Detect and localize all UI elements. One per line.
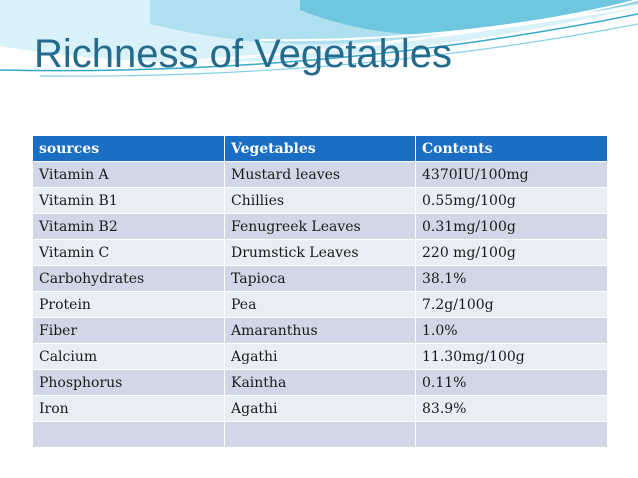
vegetable-cell	[225, 422, 416, 448]
vegetable-cell: Amaranthus	[225, 318, 416, 344]
table-row-empty	[33, 422, 608, 448]
vegetable-cell: Pea	[225, 292, 416, 318]
vegetable-cell: Kaintha	[225, 370, 416, 396]
table-row	[33, 266, 608, 292]
slide-title: Richness of Vegetables	[34, 32, 453, 76]
source-cell: Vitamin B2	[33, 214, 225, 240]
source-cell: Carbohydrates	[33, 266, 225, 292]
source-cell: Fiber	[33, 318, 225, 344]
source-cell: Vitamin A	[33, 162, 225, 188]
table-row	[33, 370, 608, 396]
table-row	[33, 396, 608, 422]
source-cell: Phosphorus	[33, 370, 225, 396]
table-row	[33, 188, 608, 214]
header-cell-contents: Contents	[416, 136, 608, 162]
vegetable-cell: Agathi	[225, 396, 416, 422]
vegetable-cell: Mustard leaves	[225, 162, 416, 188]
nutrition-table	[32, 135, 608, 448]
table-row	[33, 162, 608, 188]
vegetable-cell: Agathi	[225, 344, 416, 370]
source-cell: Protein	[33, 292, 225, 318]
table-header-row	[33, 136, 608, 162]
content-cell: 7.2g/100g	[416, 292, 608, 318]
content-cell: 38.1%	[416, 266, 608, 292]
table-row	[33, 292, 608, 318]
content-cell: 83.9%	[416, 396, 608, 422]
content-cell: 0.11%	[416, 370, 608, 396]
table-container	[32, 135, 607, 448]
vegetable-cell: Fenugreek Leaves	[225, 214, 416, 240]
table-row	[33, 344, 608, 370]
content-cell: 4370IU/100mg	[416, 162, 608, 188]
table-row	[33, 240, 608, 266]
header-cell-sources: sources	[33, 136, 225, 162]
header-cell-vegetables: Vegetables	[225, 136, 416, 162]
source-cell: Calcium	[33, 344, 225, 370]
vegetable-cell: Tapioca	[225, 266, 416, 292]
table-row	[33, 214, 608, 240]
content-cell: 220 mg/100g	[416, 240, 608, 266]
content-cell	[416, 422, 608, 448]
content-cell: 0.31mg/100g	[416, 214, 608, 240]
source-cell	[33, 422, 225, 448]
source-cell: Iron	[33, 396, 225, 422]
content-cell: 0.55mg/100g	[416, 188, 608, 214]
content-cell: 1.0%	[416, 318, 608, 344]
vegetable-cell: Drumstick Leaves	[225, 240, 416, 266]
vegetable-cell: Chillies	[225, 188, 416, 214]
source-cell: Vitamin B1	[33, 188, 225, 214]
content-cell: 11.30mg/100g	[416, 344, 608, 370]
source-cell: Vitamin C	[33, 240, 225, 266]
table-row	[33, 318, 608, 344]
